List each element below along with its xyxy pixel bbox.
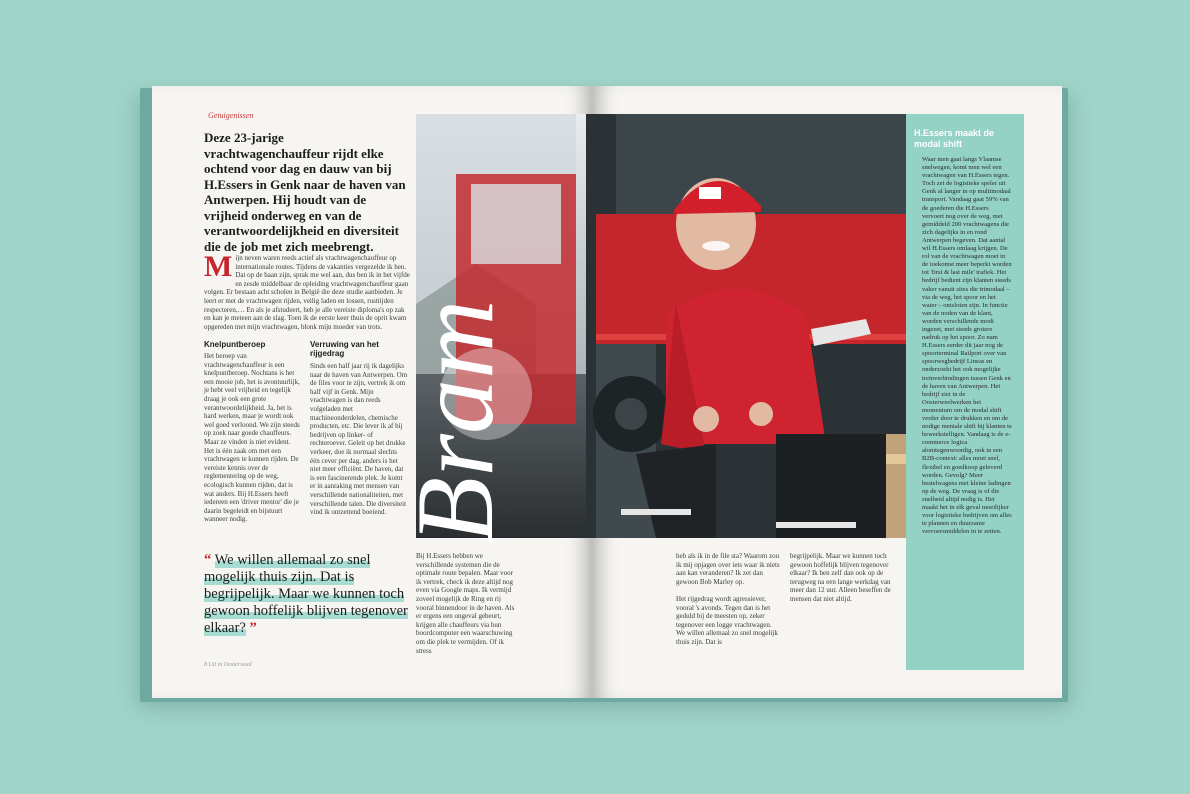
subhead-knelpuntberoep: Knelpuntberoep [204, 340, 266, 349]
page-number: 8 [204, 662, 207, 668]
magazine-name: Uit in Oosterwaal [208, 662, 252, 668]
sidebar-text: Waar men gaat langs Vlaamse snelwegen, komt men wel een vrachtwagen van H.Essers tegen. Toch zet de logistieke speler uit Genk al langer in op multimodaal transport. Vandaag gaat 59% van de goederen die H.Essers vervoert nog over de weg, met gemiddeld 200 vrachtwagens die zich dagelijks in en rond Antwerpen begeven. Dat aantal wil H.Essers omlaag krijgen. De rol van de vrachtwagen moet in de toekomst meer beperkt worden tot 'first & last mile' trafiek. Het bedrijf bedient zijn klanten steeds vaker vanuit sites die trimodaal – via de weg, het spoor en het water – ontsloten zijn. In functie van de noden van de klant, worden verschillende modi ingezet, met steeds grotere nadruk op het spoor. Zo nam H.Essers eerder dit jaar nog de spoorterminal Railport over van spoorwegbedrijf Lineas en onderzoekt het ook mogelijke treinverbindingen tussen Genk en de haven van Antwerpen. Het bedrijf ziet in de Oosterweelwerken het momentum om de modal shift verder door te drukken en om de nodige mentale shift bij klanten te bewerkstelligen. Vandaag is de e-commerce logica alomtegenwoordig, ook in een B2B-context: alles moet snel, flexibel en goedkoop geleverd worden. Gevolg? Meer bestelwagens met kleine ladingen op de weg. De vraag is of die snelheid altijd nodig is. Het maakt het in elk geval moeilijker voor logistieke bedrijven om alles te plannen en duurzame vervoersmiddelen in te zetten. [922, 156, 1012, 536]
right-column-2: begrijpelijk. Maar we kunnen toch gewoon hoffelijk blijven tegenover elkaar? Ik ben zelf dan ook op de terugweg na een lange werkdag van meer dan 12 uur. Alleen beseffen de mensen dat niet altijd. [790, 552, 891, 603]
subhead-verruwing: Verruwing van het rijgedrag [310, 340, 379, 358]
column-1-text: Het beroep van vrachtwagenchauffeur is een knelpuntberoep. Nochtans is het een mooie job, het is avontuurlijk, je hebt veel vrijheid en tegelijk draag je ook een grote verantwoordelijkheid. Ja, het is hard werken, maar je wordt ook wel goed verloond. We zijn steeds op zoek naar goede chauffeurs. Maar ze vinden is niet evident. Het is één zaak om met een vrachtwagen te kunnen rijden. De vereiste kennis over de reglementering op de weg, ecologisch kunnen rijden, dat is wat anders. Bij H.Essers heeft iedereen een 'driver mentor' die je daarin begeleidt en bijstuurt wanneer nodig. [204, 352, 300, 524]
page-footer [204, 662, 252, 668]
lead-paragraph [204, 250, 410, 331]
drop-cap: M [204, 250, 233, 283]
column-2-text: Sinds een half jaar rij ik dagelijks naar de haven van Antwerpen. Om de files voor te zijn, vertrek ik om half vijf in Genk. Mijn vrachtwagen is dan reeds volgeladen met machineonderdelen, chemische producten, etc. Die lever ik af bij bedrijven op linker- of rechteroever. Geleit op het drukke verkeer, doe ik normaal slechts één cever per dag, anders is het niet meer efficiënt. De haven, dat is een fascinerende plek. Je komt er in aanraking met mensen van verschillende nationaliteiten, met verschillende talen. Die diversiteit vind ik ontzettend boeiend. [310, 362, 408, 517]
lead-text: ijn neven waren reeds actief als vrachtwagenchauffeur op internationale routes. Tijdens de vakanties vergezelde ik hen. Dat op de baan zijn, sprak me wel aan, dus ben ik in het vijfde en zesde middelbaar de opleiding vrachtwagenchauffeur gaan volgen. Er bestaan acht scholen in België die deze studie aanbieden. Je leert er met de vrachtwagen rijden, veilig laden en lossen, rusttijden respecteren,… En als je afstudeert, heb je alle vereiste diploma's op zak en kan je meteen aan de slag. Toen ik de eerste keer thuis de oprit kwam opgereden met mijn vrachtwagen, blonk mijn moeder van trots. [204, 254, 410, 331]
right-column-1 [676, 552, 780, 647]
sidebar-title: H.Essers maakt de modal shift [914, 128, 995, 149]
intro-paragraph: Deze 23-jarige vrachtwagenchauffeur rijdt elke ochtend voor dag en dauw van bij H.Essers in Genk naar de haven van Antwerpen. Hij houdt van de vrijheid onderweg en van de verantwoordelijkheid en diversiteit die de job met zich meebrengt. [204, 130, 406, 254]
name-overlay: Bram [394, 299, 516, 544]
right-column-1-text-a: heb als ik in de file sta? Waarom zou ik mij opjagen over iets waar ik niets aan kan veranderen? Ik zet dan gewoon Bob Marley op. [676, 552, 780, 586]
section-tag: Getuigenissen [208, 111, 254, 120]
column-3-text: Bij H.Essers hebben we verschillende systemen die de optimale route bepalen. Maar voor ik vertrek, check ik deze altijd nog even via Google maps. Ik vermijd zoveel mogelijk de Ring en rij vooral binnendoor in de haven. Als er ergens een ongeval gebeurt, krijgen alle chauffeurs via hun boordcomputer een waarschuwing om die plek te vermijden. Of ik stress [416, 552, 515, 655]
quote-open-mark: “ [204, 552, 212, 568]
pull-quote [204, 552, 410, 637]
quote-text: We willen allemaal zo snel mogelijk thuis zijn. Dat is begrijpelijk. Maar we kunnen toch gewoon hoffelijk blijven tegenover elkaar? [204, 552, 408, 636]
portrait-photo [394, 114, 906, 544]
right-column-1-text-b: Het rijgedrag wordt agressiever, vooral 's avonds. Tegen dan is het geduld bij de meesten op, zeker tegenover een logge vrachtwagen. We willen allemaal zo snel mogelijk thuis zijn. Dat is [676, 594, 778, 646]
quote-close-mark: ” [249, 620, 257, 636]
